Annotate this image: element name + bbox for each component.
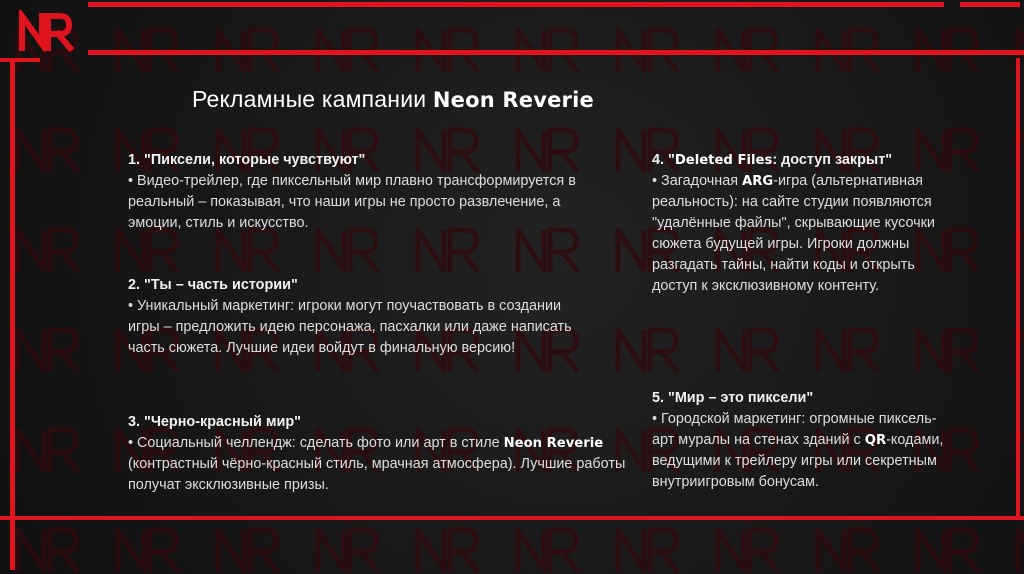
campaign-5-heading: 5. "Мир – это пиксели" [652,390,814,406]
campaign-5 [652,388,947,493]
campaign-4-brand: Deleted Files [674,153,773,168]
campaign-2-heading: 2. "Ты – часть истории" [128,277,298,293]
campaign-5-qr: QR [864,433,887,448]
red-frame-line-top-short [960,2,1020,7]
red-frame-line-left-short [0,58,40,62]
nr-logo-icon [18,10,74,52]
campaign-1-text: • Видео-трейлер, где пиксельный мир плавно трансформируется в реальный – показывая, что наши игры не просто развлечение, а эмоции, стиль и искусство. [128,173,576,231]
campaign-2 [128,275,588,359]
red-frame-line-right-vertical [1016,58,1020,518]
campaign-4-arg: ARG [742,174,774,189]
red-frame-line-upper [88,50,1024,55]
slide-title-brand: Neon Reverie [432,88,594,112]
red-frame-line-top [88,2,944,7]
campaign-5-text: • Городской маркетинг: огромные пиксель-арт муралы на стенах зданий с QR-кодами, ведущими к трейлеру игры или секретным внутриигровым бонусам. [652,411,944,490]
campaign-3-text: • Социальный челлендж: сделать фото или арт в стиле Neon Reverie (контрастный чёрно-красный стиль, мрачная атмосфера). Лучшие работы получат эксклюзивные призы. [128,435,626,493]
campaign-1-heading: 1. "Пиксели, которые чувствуют" [128,152,366,168]
red-frame-line-left-vertical [10,58,15,570]
campaign-3-heading: 3. "Черно-красный мир" [128,414,301,430]
campaign-4 [652,150,957,297]
campaign-3-brand: Neon Reverie [503,436,604,451]
campaign-4-heading: 4. "Deleted Files: доступ закрыт" [652,152,893,168]
slide-title [192,86,594,113]
campaign-1 [128,150,598,234]
campaign-2-text: • Уникальный маркетинг: игроки могут поучаствовать в создании игры – предложить идею персонажа, пасхалки или даже написать часть сюжета. Лучшие идеи войдут в финальную версию! [128,298,572,356]
campaign-4-text: • Загадочная ARG-игра (альтернативная реальность): на сайте студии появляются "удалённые файлы", скрывающие кусочки сюжета будущей игры. Игроки должны разгадать тайны, найти коды и открыть доступ к эксклюзивному контенту. [652,173,935,294]
slide-title-prefix: Рекламные кампании [192,86,427,112]
campaign-3 [128,412,628,496]
red-frame-line-bottom [0,516,1024,520]
